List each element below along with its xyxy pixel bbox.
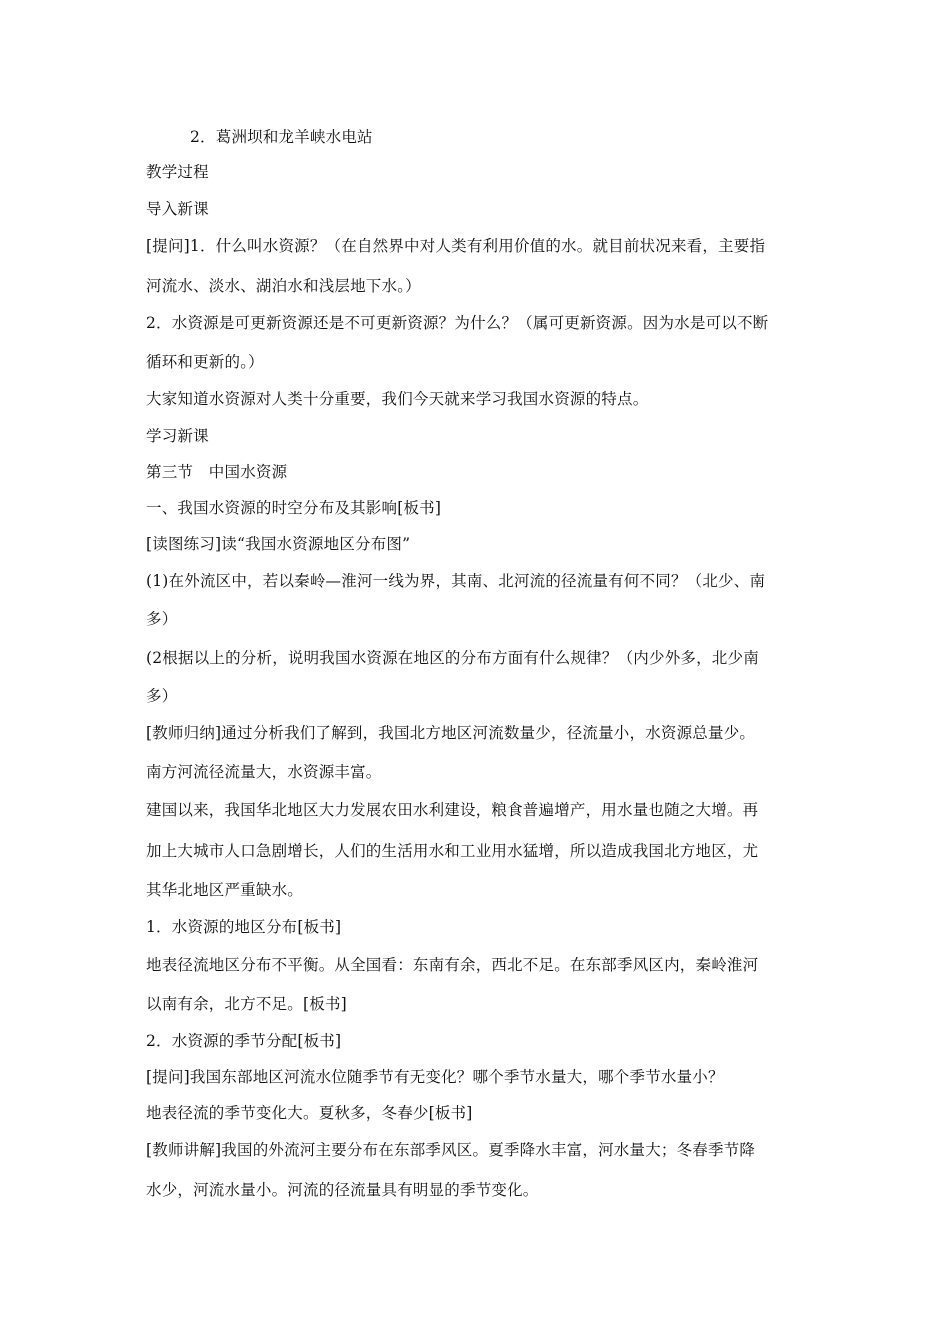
section-heading: 教学过程 xyxy=(146,163,209,181)
text-line: 以南有余，北方不足。[板书] xyxy=(146,995,347,1013)
text-line: 2．水资源是可更新资源还是不可更新资源？为什么？（属可更新资源。因为水是可以不断 xyxy=(146,314,769,332)
section-heading: 2．水资源的季节分配[板书] xyxy=(146,1032,342,1050)
text-line: [读图练习]读“我国水资源地区分布图” xyxy=(146,535,411,553)
text-line: 建国以来，我国华北地区大力发展农田水利建设，粮食普遍增产，用水量也随之大增。再 xyxy=(146,801,759,819)
text-line: 河流水、淡水、湖泊水和浅层地下水。） xyxy=(146,277,421,295)
text-line: [提问]1．什么叫水资源？（在自然界中对人类有利用价值的水。就目前状况来看，主要指 xyxy=(146,237,766,255)
text-line: 加上大城市人口急剧增长，人们的生活用水和工业用水猛增，所以造成我国北方地区，尤 xyxy=(146,842,759,860)
section-heading: 导入新课 xyxy=(146,200,209,218)
text-line: 多） xyxy=(146,610,178,628)
text-line: [教师讲解]我国的外流河主要分布在东部季风区。夏季降水丰富，河水量大；冬春季节降 xyxy=(146,1141,756,1159)
text-line: [提问]我国东部地区河流水位随季节有无变化？哪个季节水量大，哪个季节水量小？ xyxy=(146,1068,724,1086)
text-line: 南方河流径流量大，水资源丰富。 xyxy=(146,763,382,781)
text-line: [教师归纳]通过分析我们了解到，我国北方地区河流数量少，径流量小，水资源总量少。 xyxy=(146,724,756,742)
section-heading: 1．水资源的地区分布[板书] xyxy=(146,918,342,936)
section-heading: 学习新课 xyxy=(146,427,209,445)
text-line: 大家知道水资源对人类十分重要，我们今天就来学习我国水资源的特点。 xyxy=(146,390,649,408)
text-line: 地表径流的季节变化大。夏秋多，冬春少[板书] xyxy=(146,1104,473,1122)
text-line: (1)在外流区中，若以秦岭—淮河一线为界，其南、北河流的径流量有何不同？（北少、南 xyxy=(146,572,766,590)
section-heading: 第三节 中国水资源 xyxy=(146,463,288,481)
text-line: 地表径流地区分布不平衡。从全国看：东南有余，西北不足。在东部季风区内，秦岭淮河 xyxy=(146,956,759,974)
text-line: 水少，河流水量小。河流的径流量具有明显的季节变化。 xyxy=(146,1181,539,1199)
text-line: 2．葛洲坝和龙羊峡水电站 xyxy=(190,128,373,146)
text-line: 循环和更新的。） xyxy=(146,353,264,371)
text-line: 多） xyxy=(146,687,178,705)
section-heading: 一、我国水资源的时空分布及其影响[板书] xyxy=(146,499,442,517)
text-line: (2根据以上的分析，说明我国水资源在地区的分布方面有什么规律？（内少外多，北少南 xyxy=(146,649,759,667)
text-line: 其华北地区严重缺水。 xyxy=(146,881,304,899)
